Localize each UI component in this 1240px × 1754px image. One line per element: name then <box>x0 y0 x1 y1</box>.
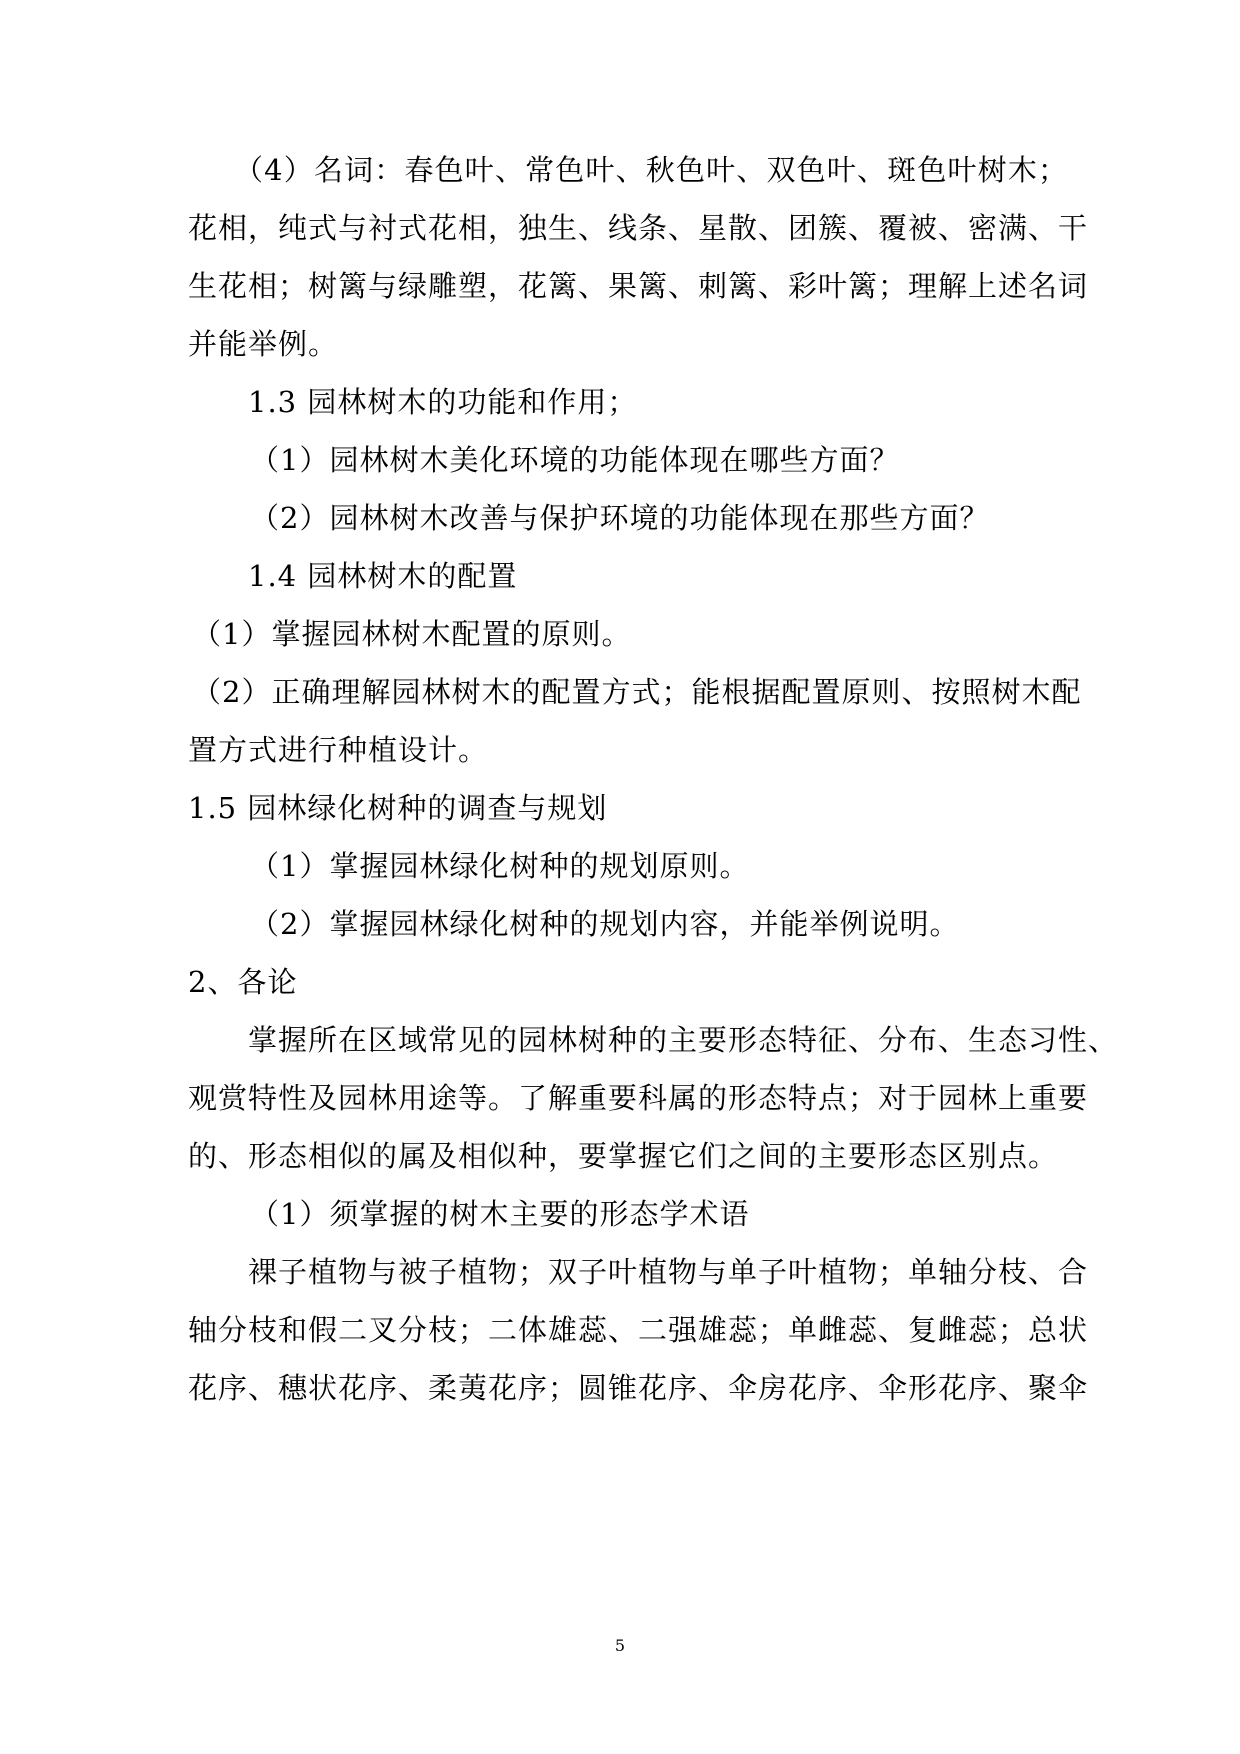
list-item: （1）须掌握的树木主要的形态学术语 <box>250 1197 750 1231</box>
list-item: （1）掌握园林绿化树种的规划原则。 <box>250 849 750 883</box>
page-number: 5 <box>614 1636 626 1655</box>
text-line: 裸子植物与被子植物；双子叶植物与单子叶植物；单轴分枝、合 <box>248 1255 1089 1289</box>
text-line: 花序、穗状花序、柔荑花序；圆锥花序、伞房花序、伞形花序、聚伞 <box>188 1371 1089 1405</box>
text-line: 生花相；树篱与绿雕塑，花篱、果篱、刺篱、彩叶篱；理解上述名词 <box>188 269 1089 303</box>
section-heading: 1.5 园林绿化树种的调查与规划 <box>188 791 608 825</box>
text-line: 花相，纯式与衬式花相，独生、线条、星散、团簇、覆被、密满、干 <box>188 211 1089 245</box>
list-item: （1）掌握园林树木配置的原则。 <box>192 617 632 651</box>
list-item: （1）园林树木美化环境的功能体现在哪些方面？ <box>250 443 900 477</box>
list-item: （2）掌握园林绿化树种的规划内容，并能举例说明。 <box>250 907 960 941</box>
text-line: 掌握所在区域常见的园林树种的主要形态特征、分布、生态习性、 <box>248 1023 1119 1057</box>
text-line: 并能举例。 <box>188 327 339 361</box>
list-item: （2）正确理解园林树木的配置方式；能根据配置原则、按照树木配 <box>192 675 1082 709</box>
section-heading: 1.3 园林树木的功能和作用； <box>248 385 638 419</box>
section-heading: 1.4 园林树木的配置 <box>248 559 518 593</box>
text-line: 置方式进行种植设计。 <box>188 733 489 767</box>
text-line: （4）名词：春色叶、常色叶、秋色叶、双色叶、斑色叶树木； <box>234 153 1068 187</box>
text-line: 观赏特性及园林用途等。了解重要科属的形态特点；对于园林上重要 <box>188 1081 1089 1115</box>
text-line: 的、形态相似的属及相似种，要掌握它们之间的主要形态区别点。 <box>188 1139 1059 1173</box>
section-heading: 2、各论 <box>188 965 298 999</box>
list-item: （2）园林树木改善与保护环境的功能体现在那些方面？ <box>250 501 990 535</box>
text-line: 轴分枝和假二叉分枝；二体雄蕊、二强雄蕊；单雌蕊、复雌蕊；总状 <box>188 1313 1089 1347</box>
